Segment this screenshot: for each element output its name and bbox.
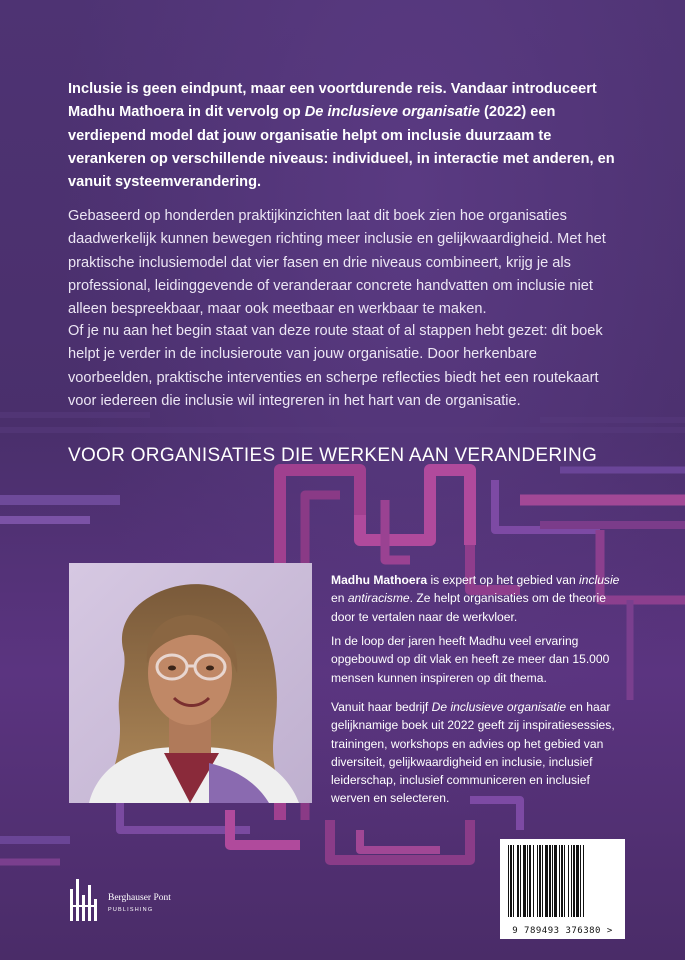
barcode-bars [500, 839, 625, 924]
intro-text-1: Inclusie is geen eindpunt, maar een voortdurende reis. Vandaar introduceert Madhu Mathoera in dit vervolg op [68, 81, 597, 121]
body-paragraph-3: Of je nu aan het begin staat van deze route staat of al stappen hebt gezet: dit boek helpt je verder in de inclusieroute van jouw organisatie. Door herkenbare voorbeelden, praktische interventies en scherpe reflecties biedt het een routekaart voor iedereen die inclusie wil integreren in het hart van de organisatie. [68, 323, 603, 409]
author-bio-3 [331, 698, 627, 808]
bio-text: Vanuit haar bedrijf [331, 700, 432, 714]
author-bio-1 [331, 571, 627, 626]
publisher-mark-icon [68, 875, 102, 925]
bio-emphasis-inclusie: inclusie [579, 573, 620, 587]
bio-emphasis-antiracisme: antiracisme [347, 591, 410, 606]
author-photo [69, 563, 312, 803]
author-bio-2: In de loop der jaren heeft Madhu veel ervaring opgebouwd op dit vlak en heeft ze meer dan 15.000 mensen kunnen inspireren op dit thema. [331, 634, 610, 685]
intro-paragraph [68, 78, 624, 194]
intro-book-title: De inclusieve organisatie [304, 104, 480, 121]
intro-text-2: (2022) een verdiepend model dat jouw organisatie helpt om inclusie duurzaam te verankeren op verschillende niveaus: individueel, in interactie met anderen, en vanuit systeemverandering. [68, 104, 615, 191]
bio-text: en [331, 591, 348, 606]
author-portrait-image [69, 563, 312, 803]
isbn-number: 9 789493 376380 > [512, 926, 613, 936]
author-name: Madhu Mathoera [331, 573, 428, 587]
bio-company-name: De inclusieve organisatie [431, 700, 567, 714]
bio-text: en haar gelijknamige boek uit 2022 geeft zij inspiratiesessies, trainingen, workshops en advies op het gebied van diversiteit, gelijkwaardigheid en inclusie, inclusief leiderschap, inclusief communiceren en inclusief werven en selecteren. [331, 700, 615, 806]
publisher-subtitle: PUBLISHING [108, 907, 154, 913]
isbn-barcode [500, 839, 625, 939]
publisher-name: Berghauser Pont [108, 893, 171, 903]
publisher-logo [68, 875, 208, 925]
body-paragraph-2: Gebaseerd op honderden praktijkinzichten laat dit boek zien hoe organisaties daadwerkelijk kunnen bewegen richting meer inclusie en gelijkwaardigheid. Met het praktische inclusiemodel dat vier fasen en drie niveaus combineert, krijg je als professional, leidinggevende of veranderaar concrete handvatten om inclusie niet alleen bespreekbaar, maar ook meetbaar en werkbaar te maken. [68, 208, 606, 318]
bio-text: is expert op het gebied van [427, 573, 580, 587]
section-heading: VOOR ORGANISATIES DIE WERKEN AAN VERANDERING [68, 445, 598, 466]
bio-text: . Ze helpt organisaties om de theorie door te vertalen naar de werkvloer. [331, 591, 606, 624]
